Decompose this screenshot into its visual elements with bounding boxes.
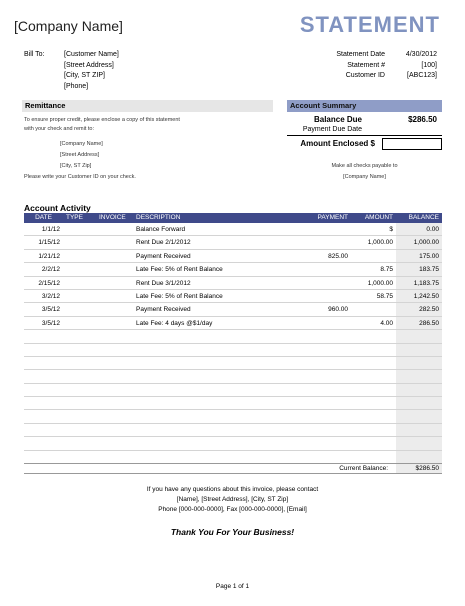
cell-balance: 175.00 [396, 250, 442, 262]
cell-date: 3/2/12 [41, 292, 60, 300]
cell-payment [299, 424, 351, 436]
cell-amount [351, 357, 396, 369]
bill-to-label: Bill To: [24, 51, 45, 58]
cell-balance [396, 410, 442, 422]
bill-to-line: [City, ST ZIP] [64, 72, 105, 79]
cell-amount: $ [389, 226, 393, 233]
cell-payment [299, 437, 351, 449]
cell-invoice [96, 317, 133, 329]
cell-amount: 1,000.00 [367, 279, 393, 287]
cell-type [63, 410, 96, 422]
cell-type [63, 223, 96, 235]
cell-desc [133, 357, 299, 369]
cell-amount [351, 451, 396, 463]
cell-amount [351, 437, 396, 449]
contact-line: [Name], [Street Address], [City, ST Zip] [176, 496, 289, 503]
cell-payment [299, 223, 351, 235]
cell-payment [299, 410, 351, 422]
cell-invoice [96, 451, 133, 463]
remit-address-line: [Company Name] [60, 141, 103, 147]
table-row [24, 437, 442, 450]
cell-type [63, 317, 96, 329]
cell-payment [299, 236, 351, 248]
cell-date [24, 397, 63, 409]
cell-invoice [96, 263, 133, 275]
cell-date [24, 410, 63, 422]
cell-invoice [96, 330, 133, 342]
cell-balance: 1,000.00 [396, 236, 442, 248]
cell-type [63, 437, 96, 449]
cell-invoice [96, 370, 133, 382]
cell-desc [133, 344, 299, 356]
cell-payment [299, 344, 351, 356]
cell-amount [351, 424, 396, 436]
balance-due-value: $286.50 [408, 115, 437, 124]
statement-meta [325, 50, 437, 82]
cell-type [63, 263, 96, 275]
bill-to-line: [Street Address] [64, 61, 114, 69]
cell-amount [351, 344, 396, 356]
current-balance-label: Current Balance: [339, 465, 388, 472]
payment-due-label: Payment Due Date [302, 126, 362, 133]
remittance-note: Please write your Customer ID on your check. [24, 174, 136, 180]
cell-invoice [96, 223, 133, 235]
cell-date: 3/5/12 [41, 319, 60, 327]
remittance-intro: with your check and remit to: [24, 126, 95, 132]
cell-invoice [96, 410, 133, 422]
cell-desc: Payment Received [136, 306, 191, 314]
bill-to-block [24, 50, 119, 92]
cell-date [24, 437, 63, 449]
cell-desc [133, 397, 299, 409]
remit-address-line: [Street Address] [60, 152, 100, 158]
cell-payment [299, 277, 351, 289]
remittance-intro: To ensure proper credit, please enclose a copy of this statement [24, 117, 180, 123]
cell-payment [299, 370, 351, 382]
cell-type [63, 236, 96, 248]
cell-type [63, 330, 96, 342]
bill-to-line: [Customer Name] [64, 51, 119, 58]
col-description: DESCRIPTION [136, 214, 181, 221]
cell-desc: Rent Due 2/1/2012 [136, 239, 191, 247]
cell-invoice [96, 236, 133, 248]
contact-line: If you have any questions about this invoice, please contact [146, 486, 319, 493]
cell-type [63, 451, 96, 463]
cell-date [24, 357, 63, 369]
cell-date [24, 370, 63, 382]
meta-label: Customer ID [345, 72, 385, 79]
payable-note: Make all checks payable to [331, 163, 398, 169]
cell-date: 2/2/12 [41, 266, 60, 274]
cell-balance [396, 437, 442, 449]
cell-type [63, 277, 96, 289]
activity-table [24, 213, 442, 464]
cell-desc: Balance Forward [136, 226, 186, 233]
cell-balance: 1,242.50 [396, 290, 442, 302]
balance-due-label: Balance Due [313, 115, 362, 124]
cell-payment: 825.00 [328, 252, 348, 260]
current-balance-row [24, 463, 442, 474]
cell-date: 3/5/12 [41, 306, 60, 314]
cell-amount [351, 303, 396, 315]
cell-amount: 1,000.00 [367, 239, 393, 247]
cell-invoice [96, 303, 133, 315]
cell-amount [351, 250, 396, 262]
cell-payment [299, 451, 351, 463]
cell-desc: Payment Received [136, 252, 191, 260]
table-row [24, 344, 442, 357]
cell-balance [396, 330, 442, 342]
thank-you-message: Thank You For Your Business! [170, 527, 295, 537]
cell-amount [351, 330, 396, 342]
cell-type [63, 357, 96, 369]
account-activity-title: Account Activity [24, 203, 91, 213]
cell-type [63, 344, 96, 356]
cell-payment [299, 397, 351, 409]
table-row [24, 277, 442, 290]
cell-date [24, 384, 63, 396]
cell-amount: 4.00 [380, 319, 393, 327]
cell-amount [351, 370, 396, 382]
cell-payment [299, 263, 351, 275]
table-row [24, 250, 442, 263]
cell-type [63, 424, 96, 436]
cell-date [24, 344, 63, 356]
cell-balance [396, 451, 442, 463]
cell-type [63, 384, 96, 396]
payable-name: [Company Name] [343, 174, 386, 180]
table-row [24, 317, 442, 330]
cell-payment [299, 384, 351, 396]
table-row [24, 397, 442, 410]
page-number: Page 1 of 1 [215, 583, 250, 590]
cell-balance [396, 370, 442, 382]
activity-table-header [24, 213, 442, 223]
col-date: DATE [35, 214, 52, 221]
cell-balance: 286.50 [396, 317, 442, 329]
cell-date: 1/15/12 [38, 239, 60, 247]
cell-payment [299, 290, 351, 302]
cell-desc [133, 330, 299, 342]
company-name: [Company Name] [14, 18, 123, 34]
cell-type [63, 250, 96, 262]
cell-date: 1/21/12 [38, 252, 60, 260]
cell-date: 1/1/12 [41, 226, 60, 233]
cell-date [24, 424, 63, 436]
meta-label: Statement Date [336, 51, 385, 58]
col-invoice: INVOICE [99, 214, 126, 221]
table-row [24, 330, 442, 343]
cell-balance [396, 397, 442, 409]
cell-type [63, 290, 96, 302]
table-row [24, 410, 442, 423]
cell-invoice [96, 344, 133, 356]
cell-type [63, 303, 96, 315]
cell-balance [396, 384, 442, 396]
table-row [24, 290, 442, 303]
cell-desc: Late Fee: 5% of Rent Balance [136, 266, 223, 274]
table-row [24, 357, 442, 370]
table-row [24, 223, 442, 236]
cell-balance: 183.75 [396, 263, 442, 275]
cell-invoice [96, 397, 133, 409]
table-row [24, 424, 442, 437]
cell-date: 2/15/12 [38, 279, 60, 287]
amount-enclosed-row [287, 138, 442, 150]
cell-desc [133, 370, 299, 382]
statement-title: STATEMENT [299, 12, 440, 37]
cell-balance: 282.50 [396, 303, 442, 315]
meta-label: Statement # [347, 61, 385, 69]
cell-date [24, 330, 63, 342]
amount-enclosed-field[interactable] [382, 138, 442, 150]
cell-type [63, 397, 96, 409]
cell-amount: 58.75 [376, 292, 393, 300]
cell-balance: 1,183.75 [396, 277, 442, 289]
cell-desc: Rent Due 3/1/2012 [136, 279, 191, 287]
cell-invoice [96, 277, 133, 289]
cell-payment [299, 330, 351, 342]
cell-desc [133, 410, 299, 422]
remittance-header: Remittance [22, 100, 273, 112]
cell-type [63, 370, 96, 382]
col-amount: AMOUNT [364, 214, 393, 221]
account-summary-header: Account Summary [287, 100, 442, 112]
cell-invoice [96, 290, 133, 302]
col-type: TYPE [66, 214, 83, 221]
table-row [24, 384, 442, 397]
amount-enclosed-label: Amount Enclosed $ [300, 139, 375, 148]
bill-to-line: [Phone] [64, 82, 89, 90]
cell-invoice [96, 424, 133, 436]
cell-desc [133, 437, 299, 449]
cell-balance [396, 424, 442, 436]
cell-date [24, 451, 63, 463]
current-balance-value: $286.50 [396, 464, 442, 473]
cell-amount [351, 397, 396, 409]
table-row [24, 303, 442, 316]
cell-invoice [96, 357, 133, 369]
table-row [24, 370, 442, 383]
remit-address-line: [City, ST Zip] [60, 163, 92, 169]
cell-desc [133, 424, 299, 436]
contact-line: Phone [000-000-0000], Fax [000-000-0000], [Email] [158, 506, 307, 513]
meta-value: 4/30/2012 [405, 51, 437, 58]
cell-amount: 8.75 [380, 266, 393, 274]
cell-desc [133, 384, 299, 396]
payment-due-row [287, 126, 442, 136]
col-payment: PAYMENT [317, 214, 348, 221]
cell-desc [133, 451, 299, 463]
col-balance: BALANCE [396, 213, 442, 223]
cell-desc: Late Fee: 5% of Rent Balance [136, 292, 223, 300]
cell-balance: 0.00 [396, 223, 442, 235]
table-row [24, 263, 442, 276]
meta-value: [100] [421, 61, 437, 69]
cell-desc: Late Fee: 4 days @$1/day [136, 319, 213, 327]
meta-value: [ABC123] [407, 72, 437, 79]
cell-invoice [96, 437, 133, 449]
table-row [24, 236, 442, 249]
cell-amount [351, 410, 396, 422]
cell-balance [396, 357, 442, 369]
cell-amount [351, 384, 396, 396]
cell-invoice [96, 250, 133, 262]
cell-invoice [96, 384, 133, 396]
cell-balance [396, 344, 442, 356]
cell-payment [299, 317, 351, 329]
cell-payment: 960.00 [328, 306, 348, 314]
cell-payment [299, 357, 351, 369]
